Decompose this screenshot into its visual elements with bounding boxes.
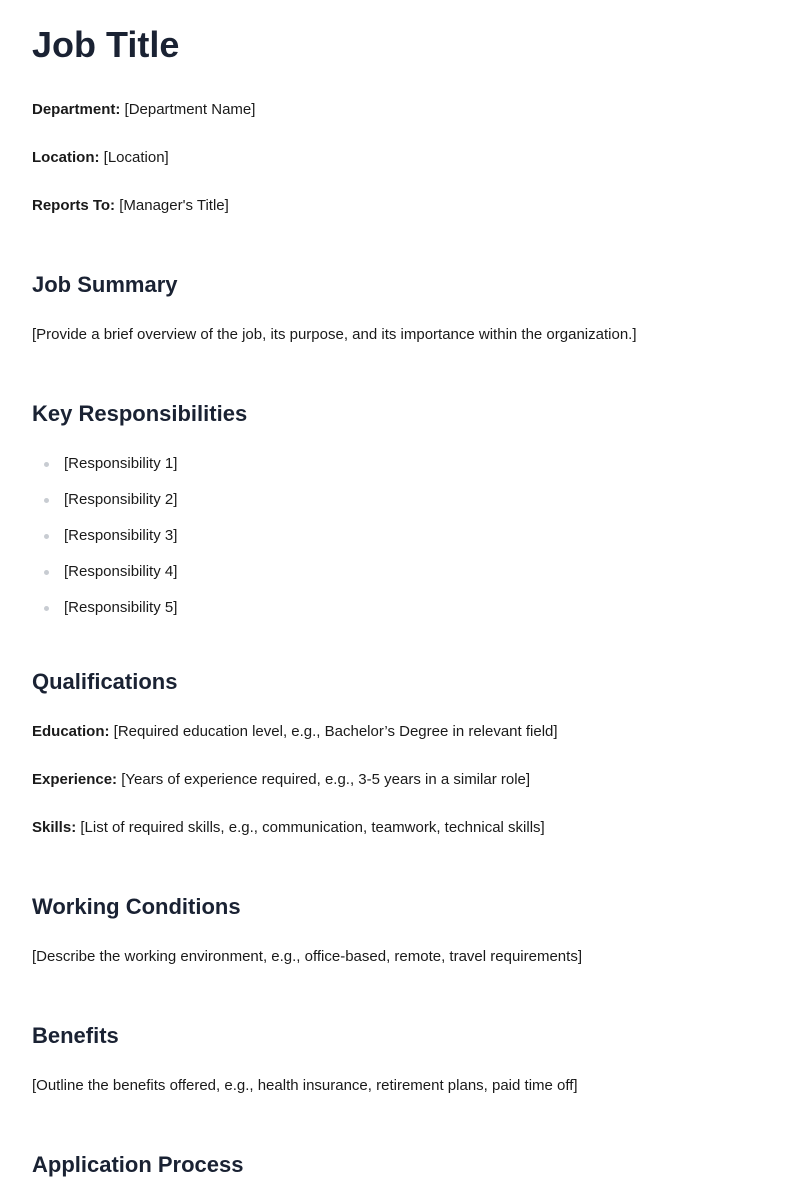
bullet-icon — [44, 606, 49, 611]
department-label: Department: — [32, 101, 121, 118]
education-label: Education: — [32, 723, 110, 740]
list-item — [32, 562, 768, 598]
bullet-icon — [44, 462, 49, 467]
education-line — [32, 722, 768, 742]
skills-value: [List of required skills, e.g., communication, teamwork, technical skills] — [80, 819, 545, 836]
department-line — [32, 100, 768, 120]
skills-label: Skills: — [32, 819, 77, 836]
education-value: [Required education level, e.g., Bachelor’s Degree in relevant field] — [113, 723, 558, 740]
benefits-heading: Benefits — [32, 1023, 119, 1048]
bullet-icon — [44, 498, 49, 503]
experience-line — [32, 770, 768, 790]
responsibility-text: [Responsibility 4] — [64, 563, 178, 580]
location-value: [Location] — [103, 149, 169, 166]
application-process-heading: Application Process — [32, 1152, 244, 1177]
location-label: Location: — [32, 149, 100, 166]
responsibility-text: [Responsibility 5] — [64, 599, 178, 616]
job-summary-text: [Provide a brief overview of the job, its purpose, and its importance within the organization.] — [32, 326, 637, 343]
working-conditions-heading: Working Conditions — [32, 894, 241, 919]
responsibility-text: [Responsibility 1] — [64, 455, 178, 472]
bullet-icon — [44, 570, 49, 575]
list-item — [32, 526, 768, 562]
responsibility-text: [Responsibility 2] — [64, 491, 178, 508]
reports-to-value: [Manager's Title] — [119, 197, 229, 214]
responsibilities-list — [32, 454, 768, 634]
working-conditions-text: [Describe the working environment, e.g., office-based, remote, travel requirements] — [32, 948, 582, 965]
benefits-text: [Outline the benefits offered, e.g., health insurance, retirement plans, paid time off] — [32, 1077, 578, 1094]
department-value: [Department Name] — [124, 101, 256, 118]
job-summary-heading: Job Summary — [32, 272, 178, 297]
list-item — [32, 598, 768, 634]
responsibility-text: [Responsibility 3] — [64, 527, 178, 544]
experience-label: Experience: — [32, 771, 118, 788]
list-item — [32, 490, 768, 526]
reports-to-label: Reports To: — [32, 197, 116, 214]
bullet-icon — [44, 534, 49, 539]
experience-value: [Years of experience required, e.g., 3-5 years in a similar role] — [121, 771, 531, 788]
qualifications-heading: Qualifications — [32, 669, 178, 694]
location-line — [32, 148, 768, 168]
skills-line — [32, 818, 768, 838]
list-item — [32, 454, 768, 490]
key-responsibilities-heading: Key Responsibilities — [32, 401, 248, 426]
page-title: Job Title — [32, 24, 180, 65]
reports-to-line — [32, 196, 768, 216]
